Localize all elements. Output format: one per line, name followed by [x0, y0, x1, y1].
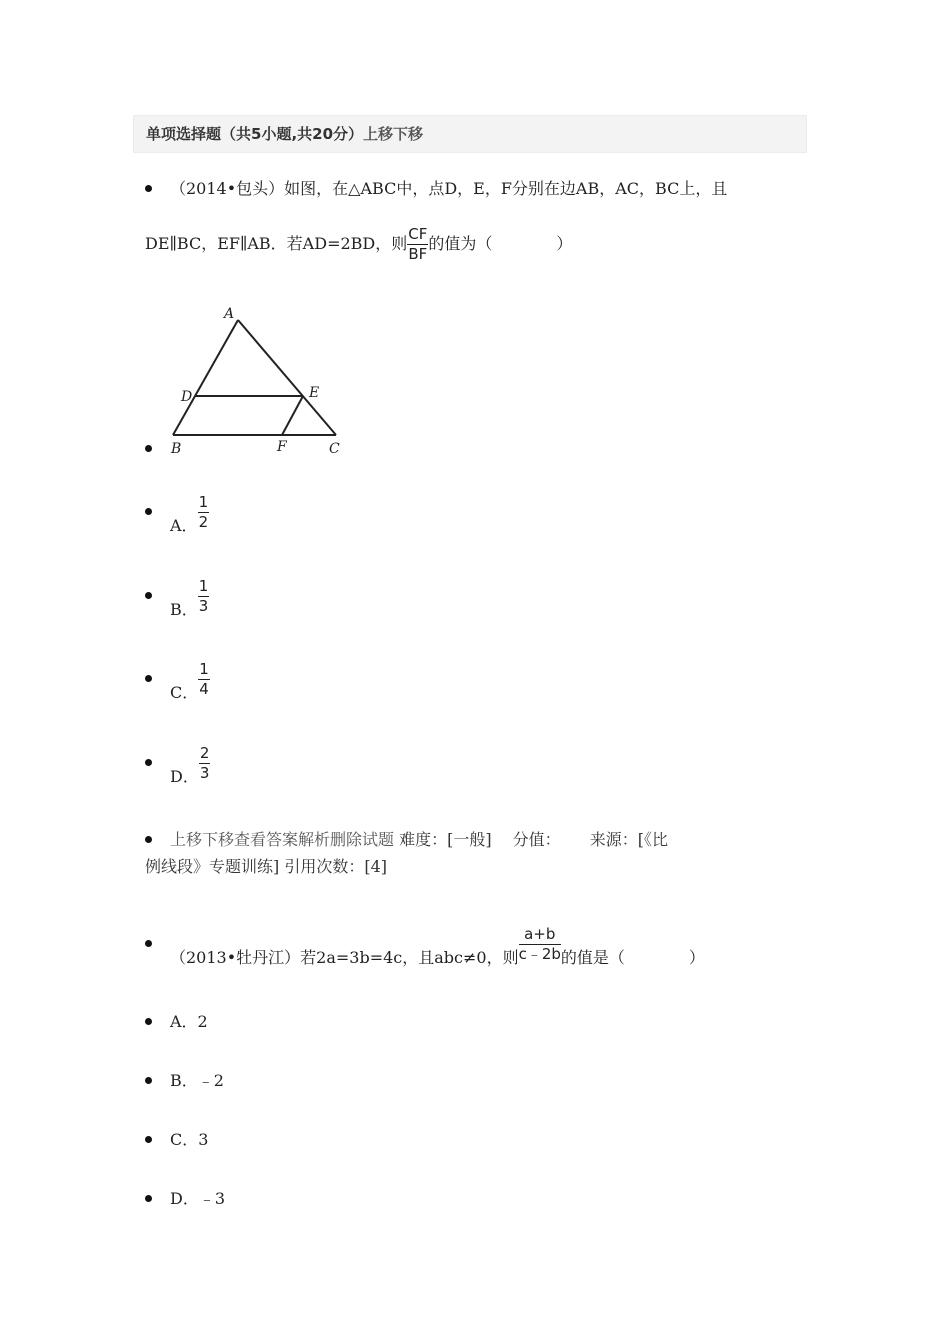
triangle-figure: [166, 304, 348, 460]
question-1-meta: [145, 829, 668, 851]
option-c[interactable]: C． $\frac{1}{4}$: [145, 661, 210, 704]
label-A: A: [224, 306, 235, 322]
label-B: B: [171, 441, 182, 457]
q2-option-c[interactable]: C．3: [145, 1129, 208, 1151]
bullet-icon: [145, 592, 152, 599]
bullet-icon: [145, 836, 152, 843]
fraction-cf-bf: $\frac{CF}{BF}$: [408, 225, 428, 263]
bullet-icon: [145, 1018, 152, 1025]
bullet-icon: [145, 759, 152, 766]
section-header: [133, 115, 807, 153]
option-d[interactable]: D． $\frac{2}{3}$: [145, 745, 210, 788]
question-meta-info: 难度：[一般] 分值： 来源：[《比: [394, 830, 669, 849]
bullet-icon: [145, 675, 152, 682]
label-D: D: [181, 389, 193, 405]
move-up-down-link[interactable]: 上移下移: [363, 125, 424, 143]
bullet-icon: [145, 1136, 152, 1143]
q2-option-a[interactable]: A．2: [145, 1011, 208, 1033]
bullet-icon: [145, 508, 152, 515]
section-title: 单项选择题（共5小题,共20分）: [146, 125, 364, 143]
question-1-stem: （2014•包头）如图，在△ABC中，点D，E，F分别在边AB，AC，BC上，且: [145, 178, 727, 200]
fraction-expression: $\frac{a+b}{c﹣2b}$: [518, 925, 561, 963]
question-1-meta-line2: 例线段》专题训练] 引用次数：[4]: [145, 857, 387, 876]
q2-option-d[interactable]: D．﹣3: [145, 1188, 225, 1210]
bullet-icon: [145, 185, 152, 192]
question-2-stem: （2013•牡丹江）若2a=3b=4c，且abc≠0，则 $\frac{a+b}{c﹣2b}$ 的值是（ ）: [145, 926, 705, 969]
question-1-stem-line2: DE∥BC，EF∥AB．若AD=2BD，则 $\frac{CF}{BF}$ 的值为（ ）: [145, 225, 573, 263]
option-a[interactable]: A． $\frac{1}{2}$: [145, 494, 209, 537]
label-E: E: [309, 385, 320, 401]
option-b[interactable]: B． $\frac{1}{3}$: [145, 578, 209, 621]
bullet-icon: [145, 445, 152, 452]
label-C: C: [329, 441, 340, 457]
question-actions-links[interactable]: 上移下移查看答案解析删除试题: [170, 830, 395, 849]
q2-option-b[interactable]: B．﹣2: [145, 1070, 224, 1092]
bullet-icon: [145, 940, 152, 947]
bullet-icon: [145, 1077, 152, 1084]
bullet-icon: [145, 1195, 152, 1202]
label-F: F: [277, 439, 287, 455]
